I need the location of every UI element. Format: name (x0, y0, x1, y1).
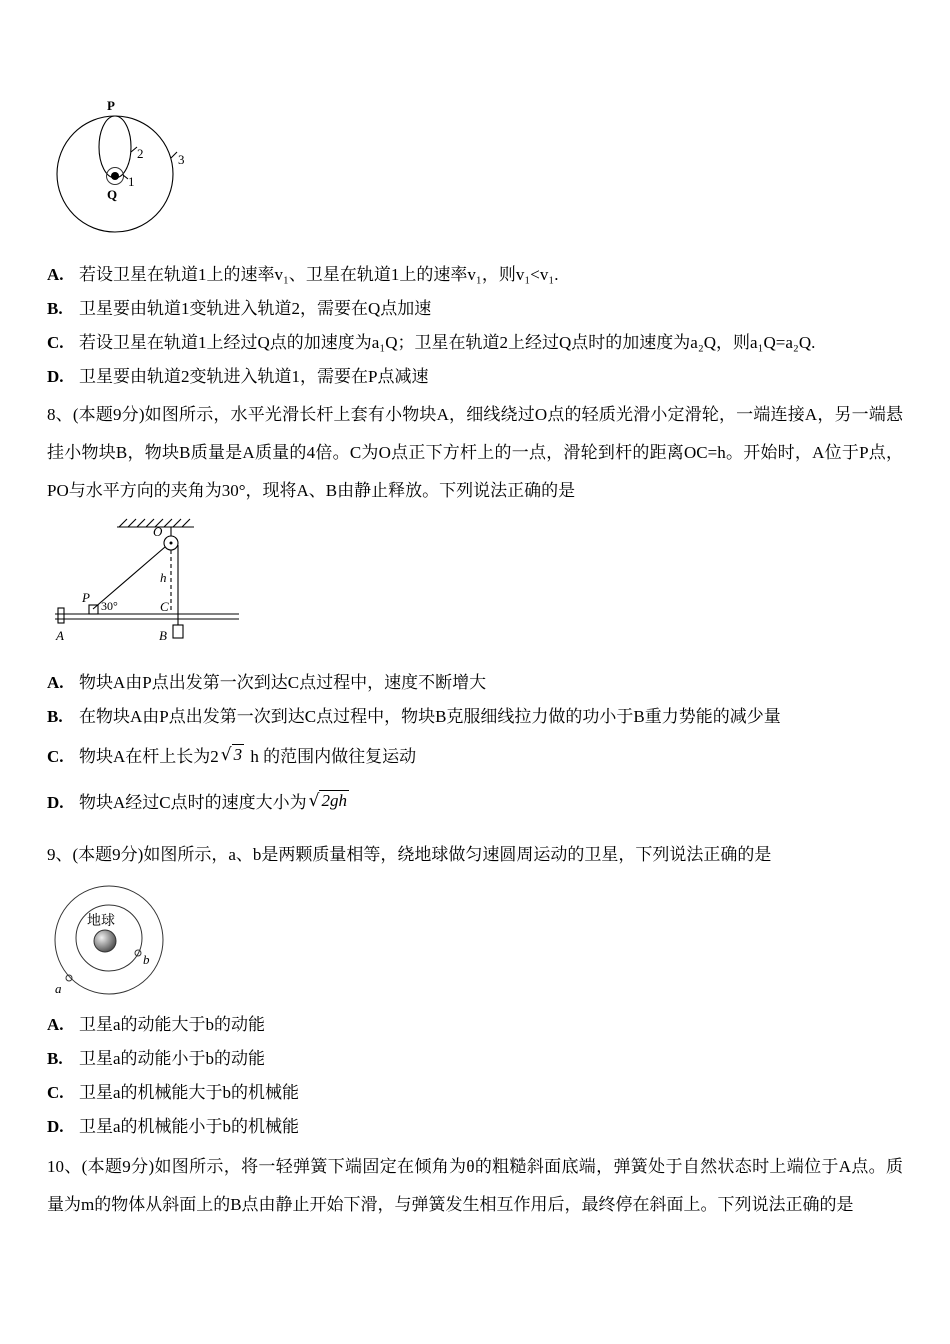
point-label-c: C (160, 599, 169, 614)
point-label-p: P (82, 590, 90, 605)
question7-option-a (47, 258, 903, 292)
satellite-label-a: a (55, 981, 62, 996)
option-label: A. (47, 1015, 64, 1034)
option-text-after: h 的范围内做往复运动 (246, 747, 417, 766)
orbit-label-1: 1 (128, 174, 135, 189)
question7-options (47, 258, 903, 394)
question8-options (47, 666, 903, 826)
block-b (173, 625, 183, 638)
question9-options (47, 1008, 903, 1144)
option-text (79, 740, 903, 774)
radicand: 2gh (321, 791, 347, 810)
orbit-2-ellipse (99, 116, 131, 178)
pulley-axle-dot (170, 542, 173, 545)
radical-sign: √ (220, 745, 232, 765)
block-label-a: A (56, 628, 64, 643)
height-label-h: h (160, 570, 167, 585)
pulley-figure (49, 518, 284, 658)
orbit-figure (53, 96, 253, 244)
option-label: A. (47, 673, 64, 692)
question9-stem: 9、(本题9分)如图所示，a、b是两颗质量相等，绕地球做匀速圆周运动的卫星，下列说法正确的是 (47, 845, 772, 864)
pulley-label-o: O (153, 524, 163, 539)
question7-option-b (47, 292, 903, 326)
option-label: B. (47, 299, 63, 318)
rod-end-stop (58, 608, 64, 623)
question7-option-c (47, 326, 903, 360)
option-label: C. (47, 333, 64, 352)
option-label: D. (47, 1117, 64, 1136)
option-text: 卫星要由轨道1变轨进入轨道2，需要在Q点加速 (79, 299, 432, 318)
option-label: A. (47, 265, 64, 284)
question9-option-b (47, 1042, 903, 1076)
satellite-label-b: b (143, 952, 150, 967)
block-label-b: B (159, 628, 167, 643)
option-text: 若设卫星在轨道1上经过Q点的加速度为a₁Q；卫星在轨道2上经过Q点时的加速度为a₂Q，则a₁Q=a₂Q. (79, 333, 816, 352)
question8-option-d (47, 780, 903, 826)
earth-sphere (94, 930, 116, 952)
question8-option-b (47, 700, 903, 734)
option-text: 卫星a的机械能大于b的机械能 (79, 1083, 300, 1102)
earth-label: 地球 (87, 914, 115, 929)
question8-option-a (47, 666, 903, 700)
orbit-label-q: Q (107, 187, 118, 202)
question9-option-d (47, 1110, 903, 1144)
option-text: 在物块A由P点出发第一次到达C点过程中，物块B克服细线拉力做的功小于B重力势能的减少量 (79, 707, 781, 726)
option-text: 卫星要由轨道2变轨进入轨道1，需要在P点减速 (79, 367, 429, 386)
orbit-label-2: 2 (137, 146, 144, 161)
radicand: 3 (233, 745, 243, 764)
angle-label-30: 30° (101, 599, 118, 613)
question8-stem: 8、(本题9分)如图所示，水平光滑长杆上套有小物块A，细线绕过O点的轻质光滑小定滑轮，一端连接A，另一端悬挂小物块B，物块B质量是A质量的4倍。C为O点正下方杆上的一点，滑轮到杆的距离OC=h。开始时，A位于P点，PO与水平方向的夹角为30°，现将A、B由静止释放。下列说法正确的是 (47, 405, 903, 500)
question10-stem: 10、(本题9分)如图所示，将一轻弹簧下端固定在倾角为θ的粗糙斜面底端，弹簧处于自然状态时上端位于A点。质量为m的物体从斜面上的B点由静止开始下滑，与弹簧发生相互作用后，最终停在斜面上。下列说法正确的是 (47, 1157, 903, 1214)
option-label: C. (47, 747, 64, 766)
option-label: B. (47, 1049, 63, 1068)
option-text: 物块A由P点出发第一次到达C点过程中，速度不断增大 (79, 673, 487, 692)
radical-sign: √ (308, 791, 320, 811)
option-text: 卫星a的动能小于b的动能 (79, 1049, 266, 1068)
planet-dot (111, 172, 119, 180)
orbit-3-tick (171, 152, 177, 158)
option-label: D. (47, 367, 64, 386)
earth-satellites-figure (47, 880, 207, 998)
option-text-before: 物块A在杆上长为2 (79, 747, 219, 766)
option-label: C. (47, 1083, 64, 1102)
option-label: B. (47, 707, 63, 726)
question9-option-c (47, 1076, 903, 1110)
question7-option-d (47, 360, 903, 394)
question8-option-c (47, 734, 903, 780)
sqrt-expression (309, 784, 349, 818)
option-text: 卫星a的动能大于b的动能 (79, 1015, 266, 1034)
orbit-label-p: P (107, 98, 115, 113)
option-text: 若设卫星在轨道1上的速率v₁、卫星在轨道1上的速率v₁，则v₁<v₁. (79, 265, 559, 284)
orbit-label-3: 3 (178, 152, 185, 167)
option-text: 卫星a的机械能小于b的机械能 (79, 1117, 300, 1136)
option-label: D. (47, 793, 64, 812)
question9-option-a (47, 1008, 903, 1042)
option-text-before: 物块A经过C点时的速度大小为 (79, 793, 307, 812)
option-text (79, 786, 903, 820)
sqrt-expression (221, 738, 244, 772)
